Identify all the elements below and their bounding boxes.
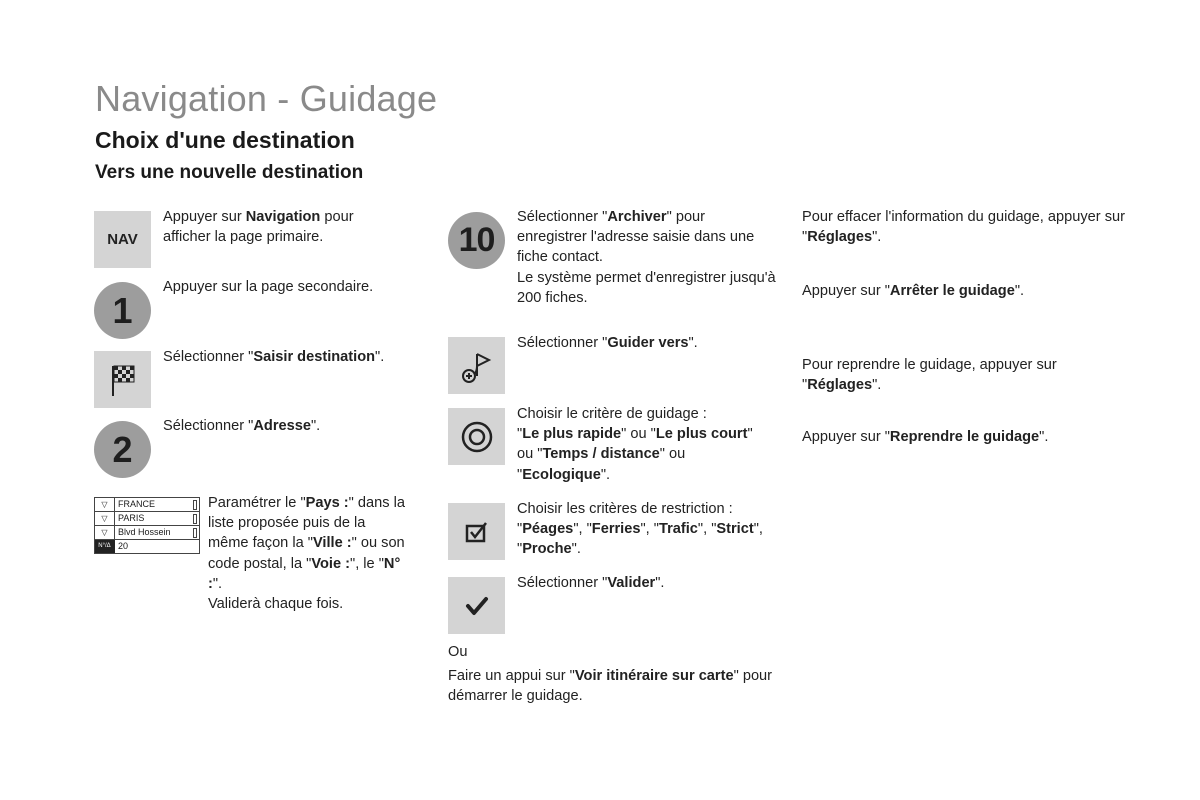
text: " ou son code postal, la " (208, 535, 405, 572)
checkbox-icon (448, 503, 505, 560)
bold-text: Le plus court (655, 426, 748, 443)
text: ", le " (350, 555, 384, 572)
bold-text: Ecologique (522, 466, 601, 483)
target-icon (448, 408, 505, 465)
instruction-critere-guidage: Choisir le critère de guidage : "Le plus rapide" ou "Le plus court" ou "Temps / distance" ou "Ecologique". (517, 406, 753, 483)
bold-text: Valider (607, 575, 656, 591)
instruction-nav (163, 207, 393, 247)
list-value: FRANCE (118, 499, 156, 509)
text: ". (375, 349, 385, 365)
bold-text: Proche (522, 541, 572, 558)
number-icon: N°/Δ (95, 540, 115, 553)
checkmark-icon (448, 577, 505, 634)
instruction-voir-itineraire (448, 666, 778, 706)
instruction-step-2 (163, 416, 403, 436)
bold-text: Arrêter le guidage (889, 283, 1015, 299)
text: Sélectionner " (163, 418, 254, 434)
text: Validerà chaque fois. (208, 596, 344, 613)
instruction-effacer-guidage (802, 207, 1142, 247)
bold-text: Le plus rapide (522, 426, 622, 443)
bold-text: Adresse (253, 418, 311, 434)
instruction-guider-vers (517, 333, 777, 353)
text: ". (212, 575, 223, 592)
text: Faire un appui sur " (448, 668, 575, 684)
list-value: Blvd Hossein (118, 527, 171, 537)
instruction-saisir-destination (163, 347, 423, 367)
bold-text: Ville : (312, 535, 352, 552)
step-number: 10 (458, 221, 495, 259)
checkered-flag-icon (94, 351, 151, 408)
list-value: 20 (118, 541, 129, 551)
text: Choisir les critères de restriction : (517, 501, 733, 517)
dropdown-triangle-icon: ▽ (95, 498, 115, 511)
bold-text: Guider vers (607, 335, 689, 351)
dropdown-triangle-icon: ▽ (95, 526, 115, 539)
text: ". (872, 377, 882, 394)
bold-text: Saisir destination (253, 349, 376, 365)
text: " ou " (517, 426, 753, 463)
text: ". (1039, 429, 1049, 445)
step-number: 1 (112, 289, 133, 331)
instruction-reprendre-guidage (802, 427, 1142, 447)
text: Sélectionner " (517, 575, 608, 591)
text: ". (872, 229, 882, 246)
text: ". (655, 575, 665, 591)
nav-label: NAV (107, 231, 138, 248)
bold-text: Navigation (245, 209, 321, 225)
text: ". (1014, 283, 1025, 299)
scroll-indicator (193, 514, 197, 524)
list-row (95, 512, 199, 526)
step-10-circle (448, 212, 505, 269)
text: Le système permet d'enregistrer jusqu'à 200 fiches. (517, 269, 776, 306)
bold-text: Trafic (658, 521, 698, 538)
scroll-indicator (193, 528, 197, 538)
subsection-title: Vers une nouvelle destination (95, 162, 364, 183)
scroll-indicator (193, 500, 197, 510)
text: ". (600, 466, 611, 483)
step-number: 2 (112, 428, 133, 470)
step-1-circle (94, 282, 151, 339)
list-row (95, 526, 199, 540)
instruction-step-1 (163, 277, 403, 297)
text: pour afficher la page primaire. (163, 209, 354, 246)
text: Appuyer sur " (802, 283, 890, 299)
text: Sélectionner " (163, 349, 254, 365)
text: ". (310, 418, 321, 434)
bold-text: N° : (208, 555, 401, 592)
instruction-reprendre-reglages (802, 355, 1092, 395)
instruction-archiver (517, 207, 777, 308)
instruction-parametrer (208, 493, 408, 614)
list-value: PARIS (118, 513, 145, 523)
bold-text: Péages (522, 521, 574, 538)
bold-text: Voir itinéraire sur carte (574, 668, 734, 684)
text: " pour enregistrer l'adresse saisie dans une fiche contact. (517, 209, 755, 266)
text: Appuyer sur " (802, 429, 890, 445)
text: Paramétrer le " (208, 495, 306, 511)
page-title: Navigation - Guidage (95, 78, 438, 119)
section-title: Choix d'une destination (95, 127, 355, 153)
bold-text: Temps / distance (542, 446, 660, 463)
instruction-restriction: Choisir les critères de restriction : "Péages", "Ferries", "Trafic", "Strict", "Proche". (517, 501, 763, 558)
text: Choisir le critère de guidage : (517, 406, 707, 422)
list-row (95, 498, 199, 512)
instruction-valider (517, 573, 777, 593)
instruction-arreter-guidage (802, 281, 1142, 301)
ou-label (448, 642, 548, 662)
bold-text: Archiver (607, 209, 667, 225)
bold-text: Réglages (807, 377, 873, 394)
step-2-circle (94, 421, 151, 478)
text: Pour reprendre le guidage, appuyer sur " (802, 357, 1057, 394)
text: Appuyer sur (163, 209, 246, 225)
bold-text: Reprendre le guidage (889, 429, 1040, 445)
add-destination-flag-icon (448, 337, 505, 394)
text: Sélectionner " (517, 335, 608, 351)
address-list-widget (94, 497, 200, 554)
text: ". (688, 335, 698, 351)
bold-text: Strict (716, 521, 754, 538)
text: Ou (448, 644, 468, 660)
list-row (95, 540, 199, 553)
bold-text: Ferries (591, 521, 641, 538)
bold-text: Réglages (807, 229, 873, 246)
text: " ou " (621, 426, 656, 443)
text: Sélectionner " (517, 209, 608, 225)
text: " pour démarrer le guidage. (448, 668, 773, 705)
text: " ou " (517, 446, 686, 483)
nav-button-icon (94, 211, 151, 268)
text: Appuyer sur la page secondaire. (163, 279, 374, 295)
text: " dans la liste proposée puis de la même façon la " (208, 495, 405, 552)
bold-text: Pays : (305, 495, 349, 511)
bold-text: Voie : (311, 555, 351, 572)
text: Pour effacer l'information du guidage, appuyer sur " (802, 209, 1125, 246)
dropdown-triangle-icon: ▽ (95, 512, 115, 525)
